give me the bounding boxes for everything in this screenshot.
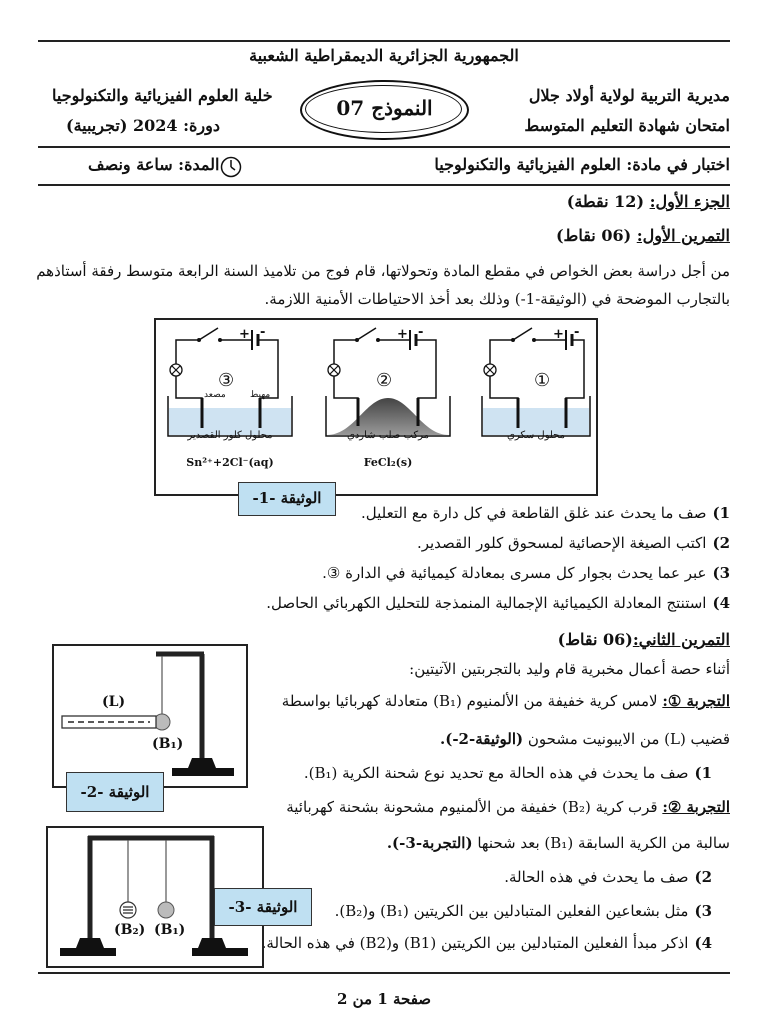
ex2-question-1 <box>304 764 712 782</box>
document1-circuits <box>154 318 598 496</box>
document3-label: الوثيقة -3- <box>214 888 312 926</box>
rod-label: (L) <box>102 694 126 710</box>
exp1-text2: قضيب (L) من الايبونيت مشحون <box>523 730 730 748</box>
part1-points: (12 نقطة) <box>566 192 645 211</box>
part1-title: الجزء الأول: <box>649 192 730 211</box>
directorate: مديرية التربية لولاية أولاد جلال <box>528 86 730 105</box>
page-number: صفحة 1 من 2 <box>336 990 432 1008</box>
ex1-intro-line1: من أجل دراسة بعض الخواص في مقطع المادة وتحولاتها، قام فوج من تلاميذ السنة الرابعة متوسط رفقة أستاذهم <box>36 262 730 280</box>
solid-2-label: مركب صلب شاردي <box>347 430 429 441</box>
exp2-line2 <box>387 834 730 852</box>
solution-3-label: محلول كلور القصدير <box>187 430 273 441</box>
circuit-2-number: ② <box>376 370 393 391</box>
q-number: 3) <box>694 902 712 920</box>
b2-label-doc3: (B₂) <box>114 922 146 938</box>
ex1-question-2 <box>417 534 730 552</box>
q-text: عبر عما يحدث بجوار كل مسرى بمعادلة كيميائية في الدارة ③. <box>322 564 707 582</box>
svg-text:+: + <box>239 327 250 342</box>
exp1-line1 <box>282 692 730 710</box>
exp2-text2: سالبة من الكرية السابقة (B₁) بعد شحنها <box>472 834 730 852</box>
circuit-3-number: ③ <box>218 370 235 391</box>
republic-title: الجمهورية الجزائرية الديمقراطية الشعبية <box>249 46 519 65</box>
top-rule <box>38 40 730 42</box>
circuit-1-number: ① <box>534 370 551 391</box>
q-text: صف ما يحدث عند غلق القاطعة في كل دارة مع التعليل. <box>361 504 707 522</box>
document1-label: الوثيقة -1- <box>238 482 336 516</box>
bottom-rule <box>38 972 730 974</box>
model-badge <box>300 80 469 140</box>
q-number: 4) <box>712 594 730 612</box>
ex1-intro-line2: بالتجارب الموضحة في (الوثيقة-1-) وذلك بعد أخذ الاحتياطات الأمنية اللازمة. <box>264 290 730 308</box>
duration: المدة: ساعة ونصف <box>88 155 220 174</box>
model-label: النموذج 07 <box>336 96 433 120</box>
q-number: 1) <box>712 504 730 522</box>
q-number: 3) <box>712 564 730 582</box>
document2-figure <box>52 644 248 788</box>
svg-text:-: - <box>574 325 580 340</box>
exp2-line1 <box>286 798 730 816</box>
part1-heading <box>567 192 730 211</box>
q-number: 1) <box>694 764 712 782</box>
q-number: 2) <box>694 868 712 886</box>
cathode-label: مهبط <box>250 390 271 400</box>
q-number: 2) <box>712 534 730 552</box>
subject-rule-bottom <box>38 184 730 186</box>
ex2-intro: أثناء حصة أعمال مخبرية قام وليد بالتجربتين الآتيتين: <box>409 660 730 678</box>
ex1-question-3 <box>322 564 730 582</box>
q-text: استنتج المعادلة الكيميائية الإجمالية المنمذجة للتحليل الكهربائي الحاصل. <box>266 594 707 612</box>
exp1-label: التجربة ①: <box>662 692 730 710</box>
ex2-question-3 <box>335 902 712 920</box>
b1-label-doc2: (B₁) <box>152 736 184 752</box>
subject: اختبار في مادة: العلوم الفيزيائية والتكنولوجيا <box>434 155 730 174</box>
ex1-question-1 <box>361 504 730 522</box>
ex1-points: (06 نقاط) <box>555 226 632 245</box>
svg-text:+: + <box>553 327 564 342</box>
q-text: صف ما يحدث في هذه الحالة. <box>504 868 689 886</box>
document2-label: الوثيقة -2- <box>66 772 164 812</box>
svg-text:-: - <box>260 325 266 340</box>
solid-2-formula: FeCl₂(s) <box>363 456 413 469</box>
svg-text:-: - <box>418 325 424 340</box>
b1-label-doc3: (B₁) <box>154 922 186 938</box>
q-number: 4) <box>694 934 712 952</box>
session-label: دورة: <box>183 116 220 135</box>
ex1-title: التمرين الأول: <box>636 226 730 245</box>
exp1-doc-ref: (الوثيقة-2-). <box>440 730 524 748</box>
q-text: صف ما يحدث في هذه الحالة مع تحديد نوع شحنة الكرية (B₁). <box>303 764 689 782</box>
ex1-question-4 <box>266 594 730 612</box>
ex2-heading <box>558 630 730 649</box>
session-year: 2024 <box>133 116 178 135</box>
session-kind: (تجريبية) <box>66 116 128 135</box>
clock-icon <box>220 156 242 178</box>
session <box>66 116 220 135</box>
ex2-question-4 <box>262 934 712 952</box>
ex1-heading <box>556 226 730 245</box>
anode-label: مصعد <box>204 390 226 400</box>
subject-rule-top <box>38 146 730 148</box>
solution-1-label: محلول سكري <box>507 430 565 441</box>
exp1-line2 <box>440 730 730 748</box>
svg-text:+: + <box>397 327 408 342</box>
ex2-title: التمرين الثاني: <box>632 630 730 649</box>
exp2-label: التجربة ②: <box>662 798 730 816</box>
solution-3-formula: Sn²⁺+2Cl⁻(aq) <box>186 456 274 469</box>
exp2-text1: قرب كرية (B₂) خفيفة من الألمنيوم مشحونة بشحنة كهربائية <box>286 798 658 816</box>
q-text: مثل بشعاعين الفعلين المتبادلين بين الكريتين (B₁) و(B₂). <box>334 902 689 920</box>
exp1-text1: لامس كرية خفيفة من الألمنيوم (B₁) متعادلة كهربائيا بواسطة <box>281 692 658 710</box>
q-text: اذكر مبدأ الفعلين المتبادلين بين الكريتين (B1) و(B2) في هذه الحالة. <box>261 934 689 952</box>
ex2-points: (06 نقاط) <box>557 630 633 649</box>
cell-name: خلية العلوم الفيزيائية والتكنولوجيا <box>52 86 273 105</box>
exam-title: امتحان شهادة التعليم المتوسط <box>524 116 730 135</box>
exp2-doc-ref: (التجربة-3-). <box>386 834 473 852</box>
q-text: اكتب الصيغة الإحصائية لمسحوق كلور القصدير. <box>416 534 707 552</box>
ex2-question-2 <box>504 868 712 886</box>
